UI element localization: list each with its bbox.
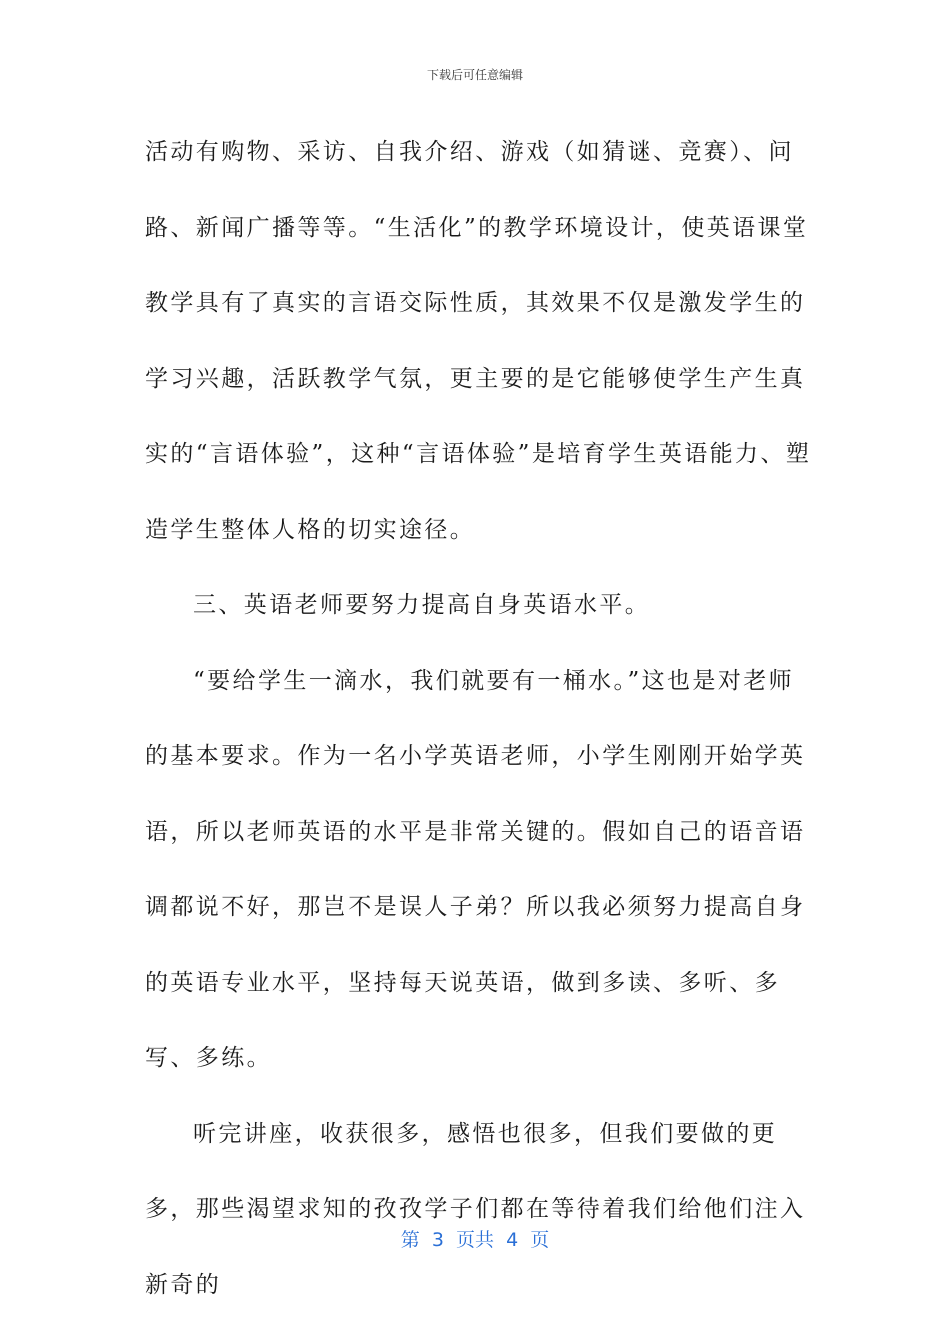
page-header-note: 下载后可任意编辑: [426, 68, 523, 82]
paragraph-2-heading: 三、英语老师要努力提高自身英语水平。: [193, 592, 651, 618]
paragraph-1: 活动有购物、采访、自我介绍、游戏（如猜谜、竞赛）、问路、新闻广播等等。“生活化”的教学环境设计，使英语课堂教学具有了真实的言语交际性质，其效果不仅是激发学生的学习兴趣，活跃教学气氛，更主要的是它能够使学生产生真实的“言语体验”，这种“言语体验”是培育学生英语能力、塑造学生整体人格的切实途径。: [145, 139, 812, 543]
page-number-footer: 第 3 页共 4 页: [400, 1229, 550, 1251]
paragraph-4: 听完讲座，收获很多，感悟也很多，但我们要做的更多，那些渴望求知的孜孜学子们都在等待着我们给他们注入新奇的: [145, 1120, 806, 1298]
document-body: [145, 115, 815, 1323]
paragraph-3: “要给学生一滴水，我们就要有一桶水。”这也是对老师的基本要求。作为一名小学英语老师，小学生刚刚开始学英语，所以老师英语的水平是非常关键的。假如自己的语音语调都说不好，那岂不是误人子弟？所以我必须努力提高自身的英语专业水平，坚持每天说英语，做到多读、多听、多写、多练。: [145, 667, 806, 1071]
